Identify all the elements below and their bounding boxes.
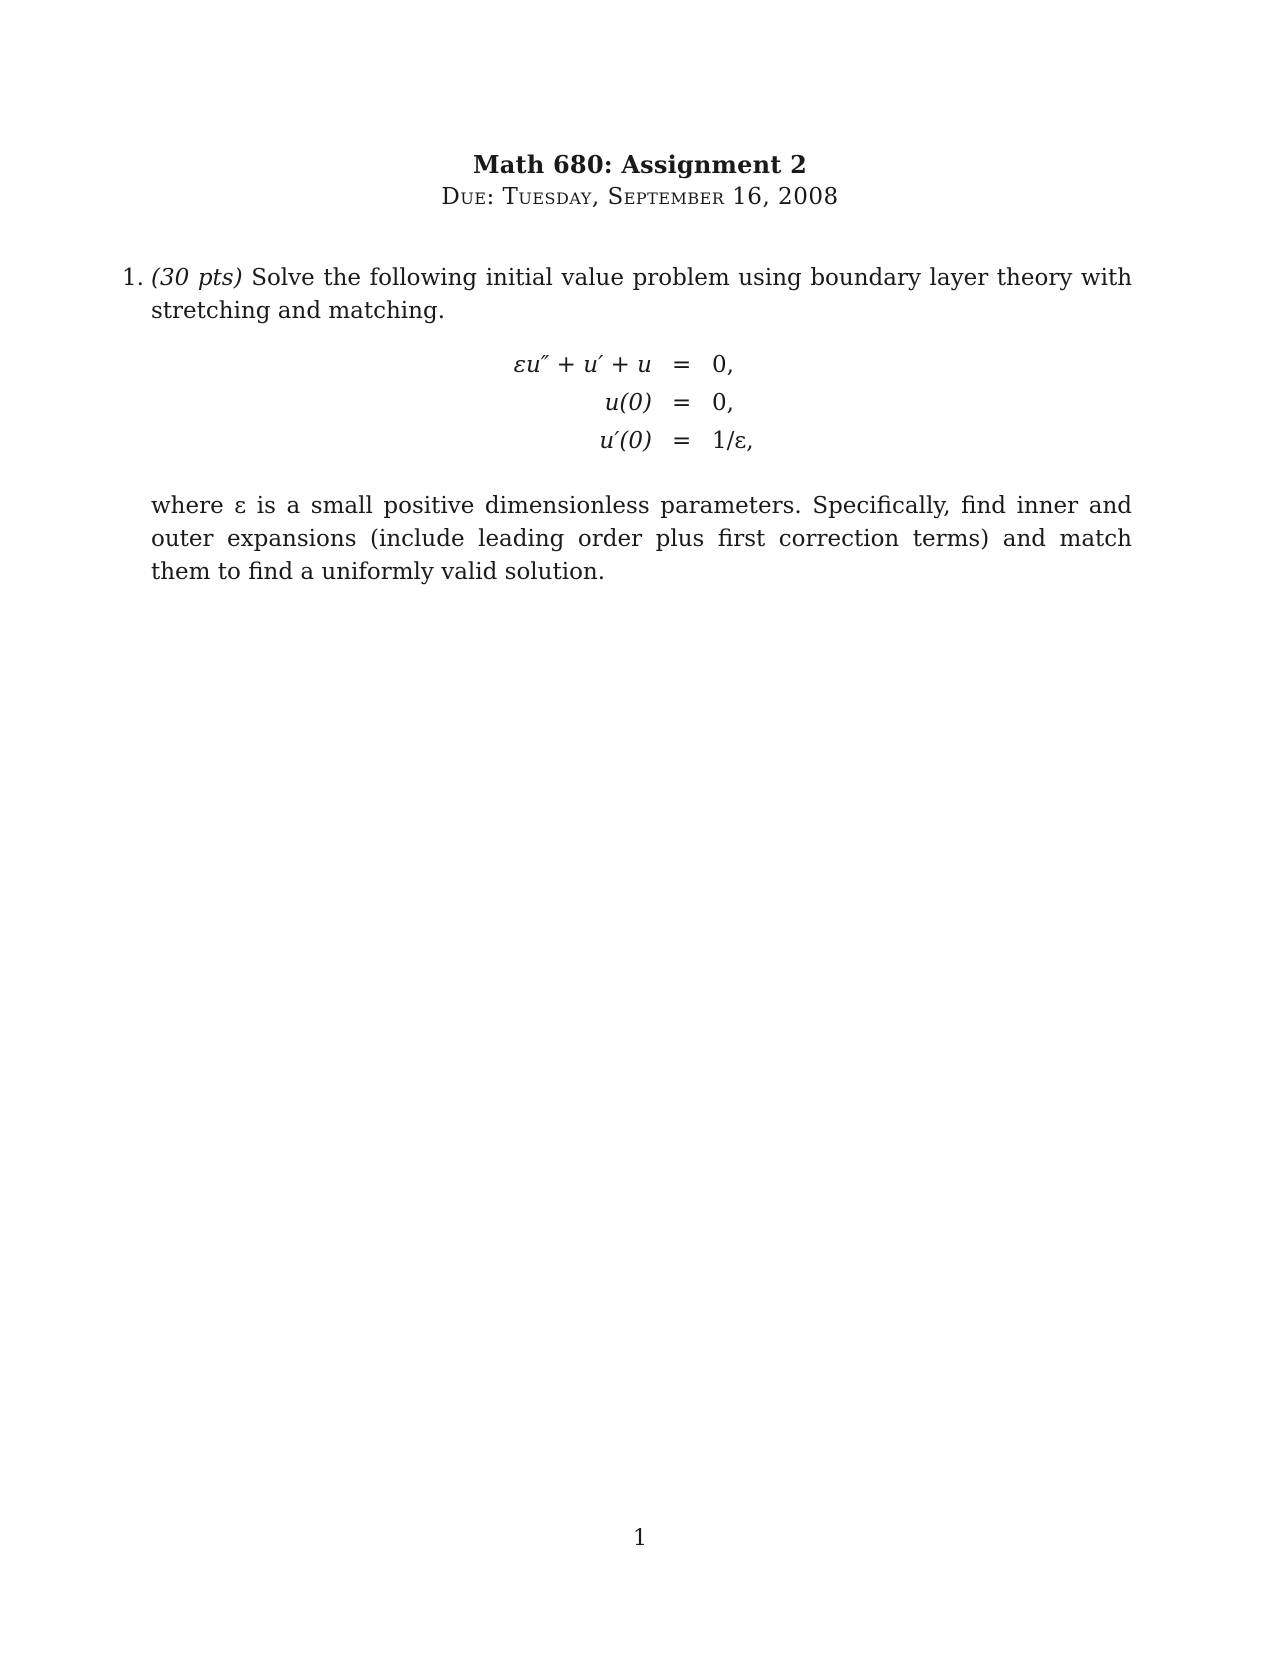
equation-row [0, 428, 1280, 468]
equation-lhs: u′(0) [599, 428, 652, 454]
equation-row [0, 390, 1280, 430]
problem-text: Solve the following initial value problem using boundary layer theory with stretching and matching. [151, 265, 1133, 324]
page-number: 1 [633, 1526, 647, 1551]
equation-lhs: εu″ + u′ + u [513, 352, 652, 378]
equation-operator: = [672, 428, 692, 454]
equation-operator: = [672, 390, 692, 416]
problem-number: 1. [122, 265, 144, 291]
due-date: Due: Tuesday, September 16, 2008 [441, 184, 839, 210]
equation-rhs: 0, [712, 390, 734, 416]
equation-row [0, 352, 1280, 392]
equation-rhs: 0, [712, 352, 734, 378]
equation-rhs: 1/ε, [712, 428, 754, 454]
problem-statement [151, 262, 1132, 328]
problem-followup: where ε is a small positive dimensionless parameters. Specifically, find inner and outer expansions (include leading order plus first correction terms) and match them to find a uniformly valid solution. [151, 493, 1132, 585]
equation-lhs: u(0) [604, 390, 652, 416]
problem-points: (30 pts) [151, 265, 243, 291]
equation-operator: = [672, 352, 692, 378]
page-title: Math 680: Assignment 2 [473, 150, 807, 179]
problem-1 [122, 262, 1132, 328]
